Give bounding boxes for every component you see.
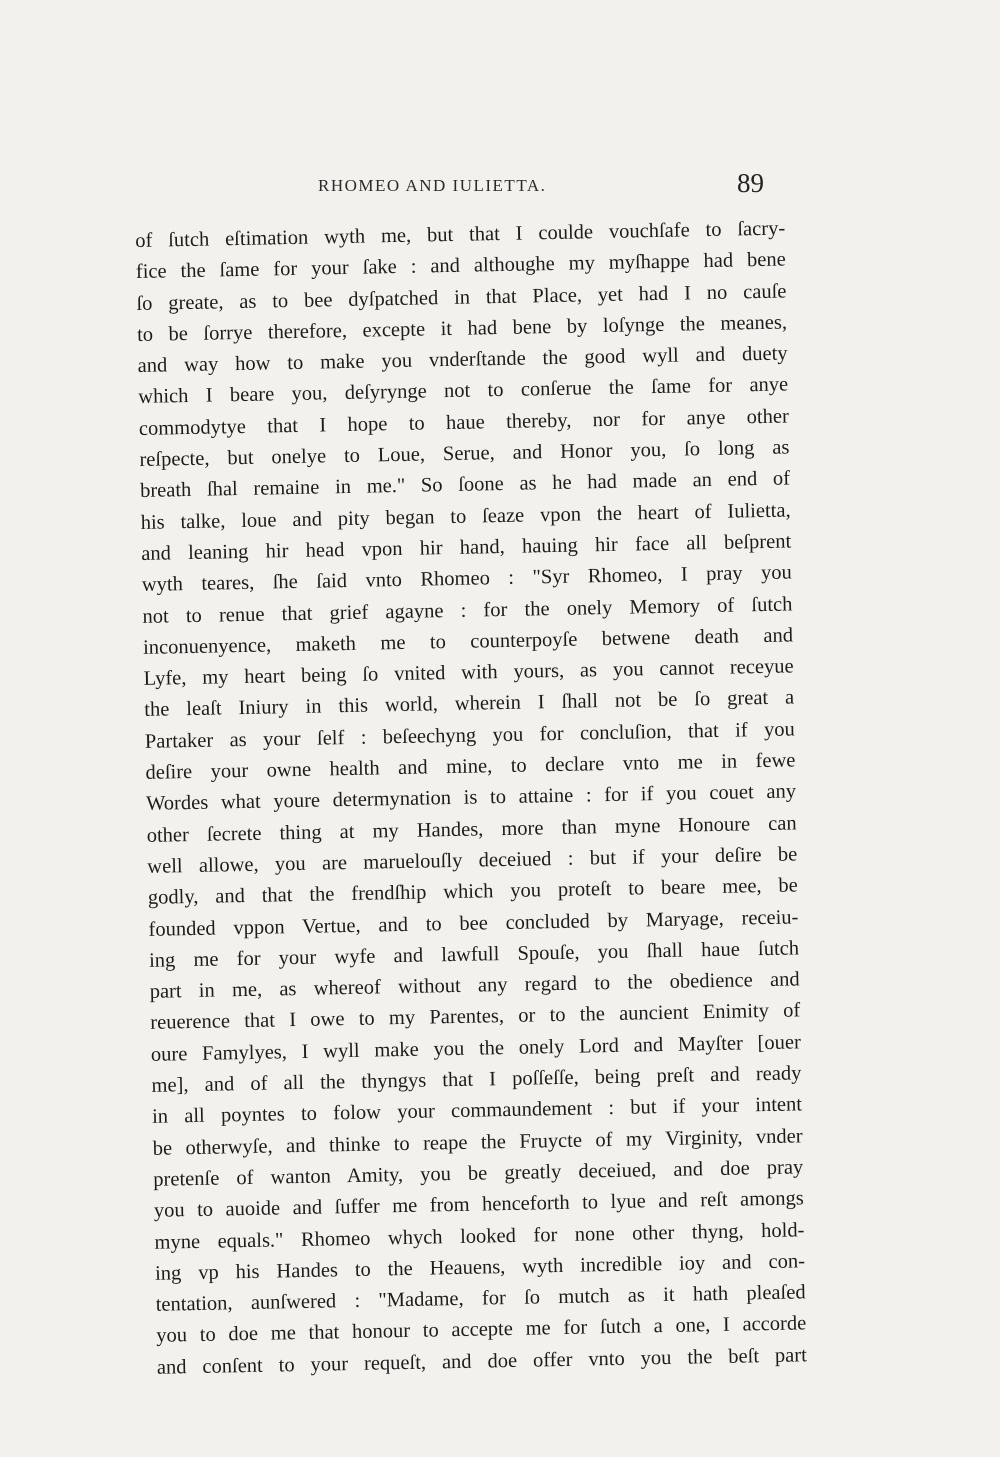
text-line: which I beare you, deſyrynge not to conſerue the ſame for anye — [138, 373, 789, 409]
text-line: his talke, loue and pity began to ſeaze vpon the heart of Iulietta, — [140, 499, 791, 534]
text-line: wyth teares, ſhe ſaid vnto Rhomeo : "Syr Rhomeo, I pray you — [141, 561, 792, 597]
text-line: Lyfe, my heart being ſo vnited with yours, as you cannot receyue — [143, 655, 794, 691]
text-line: godly, and that the frendſhip which you proteſt to beare mee, be — [147, 874, 798, 910]
text-line: ſo greate, as to bee dyſpatched in that Place, yet had I no cauſe — [136, 280, 787, 315]
text-line: you to auoide and ſuffer me from henceforth to lyue and reſt amongs — [153, 1187, 805, 1223]
text-line: reſpecte, but onelye to Loue, Serue, and Honor you, ſo long as — [139, 436, 790, 472]
text-line: deſire your owne health and mine, to declare vnto me in fewe — [145, 749, 796, 784]
text-line: in all poyntes to folow your commaundement : but if your intent — [151, 1093, 803, 1129]
text-line: not to renue that grief agayne : for the onely Memory of ſutch — [142, 593, 793, 628]
text-line: and leaning hir head vpon hir hand, hauing hir face all beſprent — [141, 530, 792, 565]
text-line: pretenſe of wanton Amity, you be greatly deceiued, and doe pray — [153, 1156, 804, 1191]
page-number: 89 — [737, 168, 764, 198]
text-line: and conſent to your requeſt, and doe offer vnto you the beſt part — [156, 1344, 808, 1379]
body-text — [135, 214, 807, 1384]
text-line: the leaſt Iniury in this world, wherein I ſhall not be ſo great a — [144, 686, 795, 722]
text-line: founded vppon Vertue, and to bee concluded by Maryage, receiu- — [148, 905, 799, 941]
text-line: breath ſhal remaine in me." So ſoone as he had made an end of — [139, 467, 791, 503]
text-line: be otherwyſe, and thinke to reape the Fruycte of my Virginity, vnder — [152, 1124, 803, 1160]
text-line: fice the ſame for your ſake : and althoughe my myſhappe had bene — [135, 248, 786, 284]
text-line: reuerence that I owe to my Parentes, or to the auncient Enimity of — [150, 999, 801, 1035]
text-line: Wordes what youre determynation is to attaine : for if you couet any — [145, 780, 797, 816]
text-line: commodytye that I hope to haue thereby, nor for anye other — [138, 405, 789, 440]
text-line: oure Famylyes, I wyll make you the onely Lord and Mayſter [ouer — [150, 1031, 802, 1066]
text-line: myne equals." Rhomeo whych looked for none other thyng, hold- — [154, 1218, 805, 1254]
running-title: RHOMEO AND IULIETTA. — [318, 176, 547, 195]
text-line: me], and of all the thyngys that I poſſeſſe, being preſt and ready — [151, 1062, 802, 1097]
text-line: to be ſorrye therefore, excepte it had bene by loſynge the meanes, — [136, 311, 788, 346]
text-line: well allowe, you are maruelouſly deceiued : but if your deſire be — [147, 843, 798, 878]
text-line: you to doe me that honour to accepte me for ſutch a one, I accorde — [156, 1312, 807, 1348]
text-line: Partaker as your ſelf : beſeechyng you for concluſion, that if you — [144, 718, 795, 753]
text-line: and way how to make you vnderſtande the good wyll and duety — [137, 342, 788, 378]
text-line: ing vp his Handes to the Heauens, wyth incredible ioy and con- — [154, 1250, 806, 1285]
text-line: part in me, as whereof without any regard to the obedience and — [149, 968, 800, 1003]
text-line: ing me for your wyfe and lawfull Spouſe, you ſhall haue ſutch — [148, 937, 800, 972]
text-line: other ſecrete thing at my Handes, more than myne Honoure can — [146, 812, 797, 847]
text-line: tentation, aunſwered : "Madame, for ſo mutch as it hath pleaſed — [155, 1281, 806, 1316]
text-line: inconuenyence, maketh me to counterpoyſe betwene death and — [142, 624, 794, 659]
text-line: of ſutch eſtimation wyth me, but that I coulde vouchſafe to ſacry- — [135, 217, 786, 252]
